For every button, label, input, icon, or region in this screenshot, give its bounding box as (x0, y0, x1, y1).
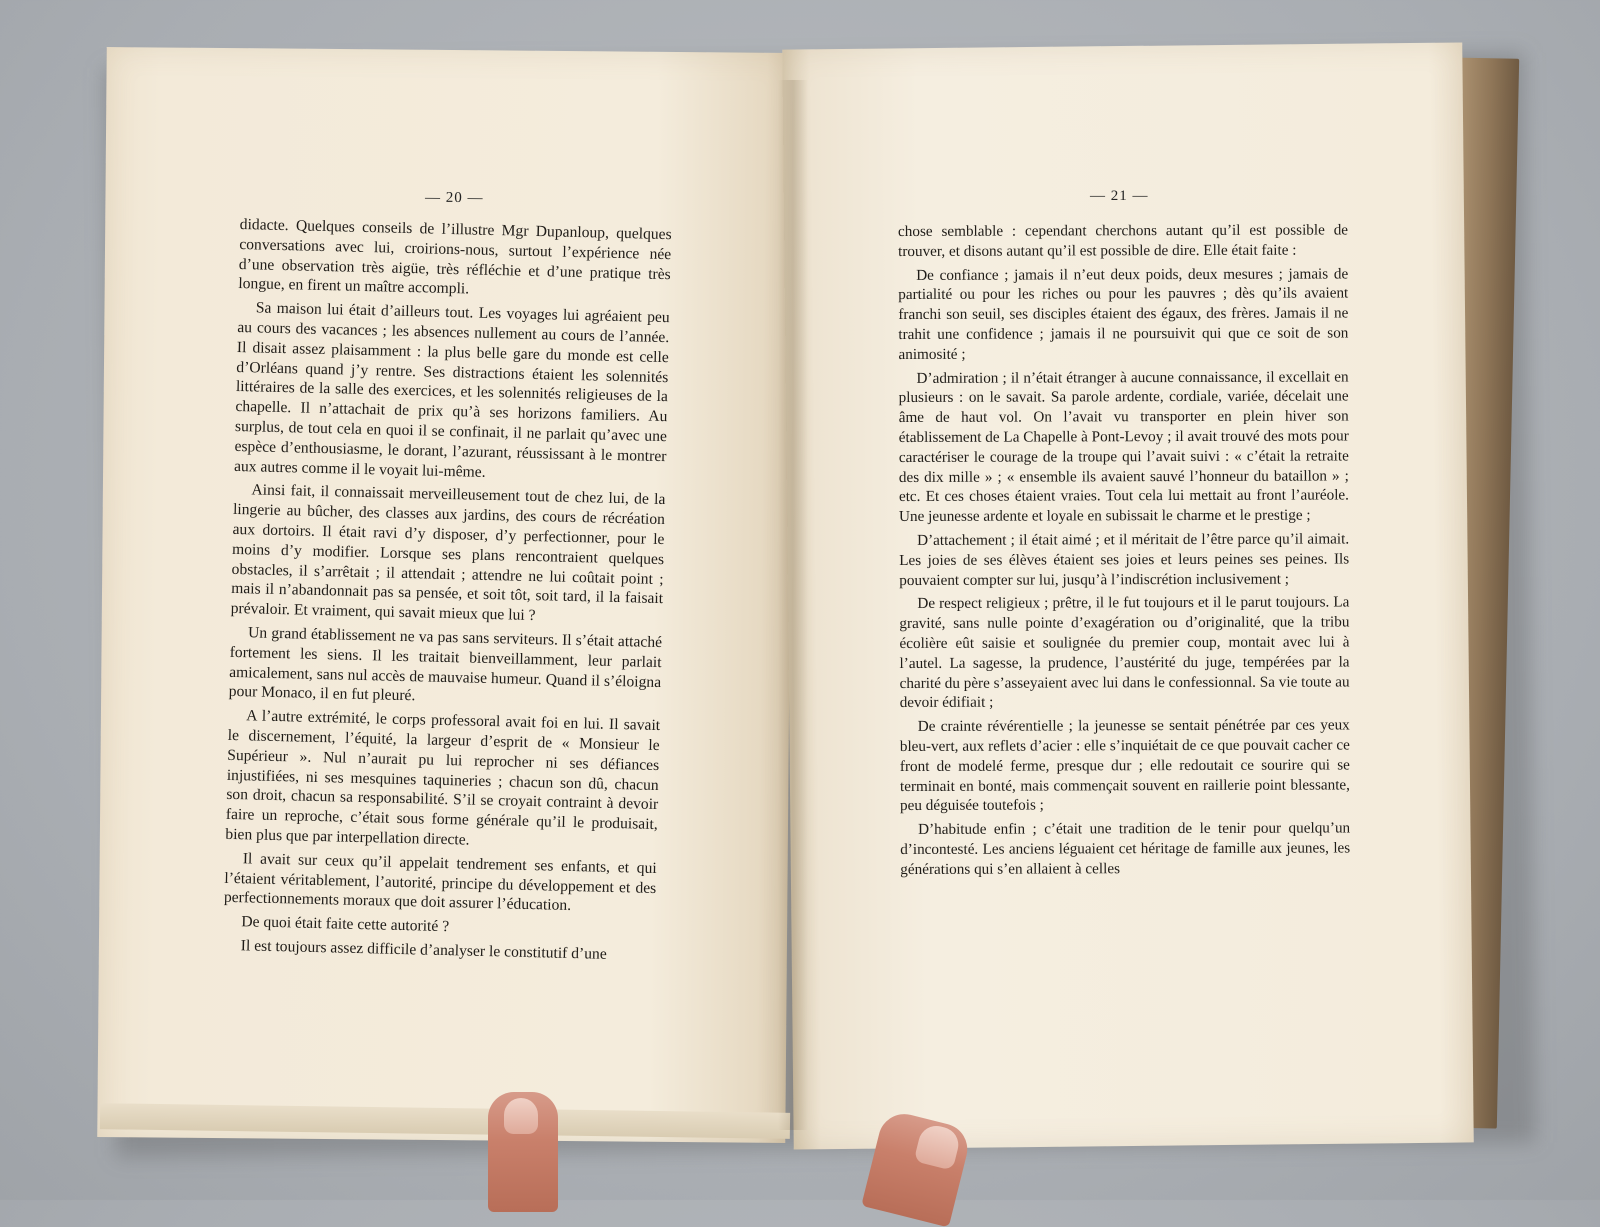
left-paragraph: Il avait sur ceux qu’il appelait tendrement ses enfants, et qui l’étaient véritablement, l’autorité, principe du développement et des perfectionnements moraux que doit assurer l’éducation. (223, 849, 657, 915)
right-paragraph: D’admiration ; il n’était étranger à aucune connaissance, il excellait en plusieurs : on le savait. Sa parole ardente, cordiale, variée, décelait une âme de haut vol. On l’avait vu transporter en plein hiver son établissement de La Chapelle à Pont-Levoy ; il avait trouvé des mots pour caractériser le courage de la troupe qui l’avait suivi : « c’était la retraite des dix mille » ; « ensemble ils avaient sauvé l’honneur du bataillon » ; etc. Et ces choses étaient vraies. Tout cela lui mettait au front l’auréole. Une jeunesse ardente et loyale en subissait le charme et le prestige ; (898, 368, 1349, 526)
right-paragraph: D’habitude enfin ; c’était une tradition de le tenir pour quelqu’un d’incontesté. Les anciens léguaient cet héritage de famille aux jeunes, les générations qui s’en allaient à celles (900, 819, 1351, 878)
left-paragraph: De quoi était faite cette autorité ? (241, 913, 450, 936)
right-page-number: — 21 — (1090, 188, 1149, 204)
left-thumb (488, 1092, 558, 1212)
left-paragraph: Il est toujours assez difficile d’analyser le constitutif d’une (240, 937, 607, 963)
right-paragraph: chose semblable : cependant cherchons autant qu’il est possible de trouver, et disons autant qu’il est possible de dire. Elle était faite : (898, 221, 1349, 260)
right-paragraph: De confiance ; jamais il n’eut deux poids, deux mesures ; jamais de partialité ou pour les riches ou pour les pauvres ; dès qu’ils avaient franchi son seuil, ses disciples étaient des égaux, des frères. Jamais il ne trahit une confidence ; jamais il ne poursuivit qui que ce soit de son animosité ; (898, 265, 1349, 363)
left-page-number: — 20 — (424, 189, 484, 207)
left-page-text (222, 215, 671, 970)
left-paragraph: A l’autre extrémité, le corps professoral avait foi en lui. Il savait le discernement, l’équité, la largeur d’esprit de « Monsieur le Supérieur ». Nul n’aurait pu lui reprocher ni ses défiances injustifiées, ni ses mesquines taquineries ; chacun son dû, chacun son droit, chacun sa responsabilité. S’il se croyait contraint à devoir faire un reproche, c’était sous forme générale qu’il le produisait, bien plus que par interpellation directe. (225, 707, 661, 849)
right-thumbnail-nail (914, 1122, 962, 1170)
right-paragraph: De respect religieux ; prêtre, il le fut toujours et il le parut toujours. La gravité, sans nulle pointe d’exagération ou d’originalité, que la tribu écolière eût saisie et soulignée du premier coup, montait avec lui à l’autel. La sagesse, la prudence, l’austérité du juge, tempérées par la charité du père s’asseyaient avec lui dans le confessionnal. Sa vie toute au devoir édifiait ; (899, 593, 1350, 712)
left-thumbnail-nail (504, 1098, 538, 1134)
left-paragraph: didacte. Quelques conseils de l’illustre Mgr Dupanloup, quelques conversations avec lui, croirions-nous, surtout l’expérience née d’une observation très aigüe, très réfléchie et d’une pratique très longue, en firent un maître accompli. (238, 215, 672, 298)
left-paragraph: Un grand établissement ne va pas sans serviteurs. Il s’était attaché fortement les siens. Il les traitait bienveillamment, leur parlait amicalement, sans nul accès de mauvaise humeur. Quand il s’éloigna pour Monaco, il en fut pleuré. (228, 624, 663, 705)
book-gutter (778, 80, 808, 1130)
right-paragraph: De crainte révérentielle ; la jeunesse se sentait pénétrée par ces yeux bleu-vert, aux reflets d’acier : elle s’inquiétait de ce que pouvait cacher ce front de modelé ferme, presque dur ; elle redoutait ce sourire qui se terminait en bonté, mais commençait souvent en raillerie point blessante, peu déguisée toutefois ; (899, 716, 1350, 815)
right-paragraph: D’attachement ; il était aimé ; et il méritait de l’être parce qu’il aimait. Les joies de ses élèves étaient ses joies et leurs peines ses peines. Ils pouvaient compter sur lui, jusqu’à l’indiscrétion inclusivement ; (899, 530, 1350, 589)
left-paragraph: Ainsi fait, il connaissait merveilleusement tout de chez lui, de la lingerie au bûcher, des classes aux jardins, des cours de récréation aux dortoirs. Il était ravi d’y disposer, d’y perfectionner, pour le moins d’y modifier. Lorsque ses plans rencontraient quelques obstacles, il s’arrêtait ; il attendait ; attendre ne lui coûtait point ; mais il n’abandonnait pas sa pensée, et soit tôt, soit tard, il la faisait prévaloir. Et vraiment, qui savait mieux que lui ? (230, 481, 666, 625)
right-page-text (898, 220, 1350, 883)
left-paragraph: Sa maison lui était d’ailleurs tout. Les voyages lui agréaient peu au cours des vacances ; les absences nullement au cours de l’année. Il disait assez plaisamment : la plus belle gare du monde est celle d’Orléans quand j’y rentre. Ses distractions étaient les solennités littéraires de la salle des exercices, et les solennités religieuses de la chapelle. Il n’attachait de prix qu’à ses horizons familiers. Au surplus, de tout cela en quoi il se confinait, il ne parlait qu’avec une espèce d’enthousiasme, le dorant, l’azurant, réussissant à le montrer aux autres comme il le voyait lui-même. (233, 299, 670, 481)
